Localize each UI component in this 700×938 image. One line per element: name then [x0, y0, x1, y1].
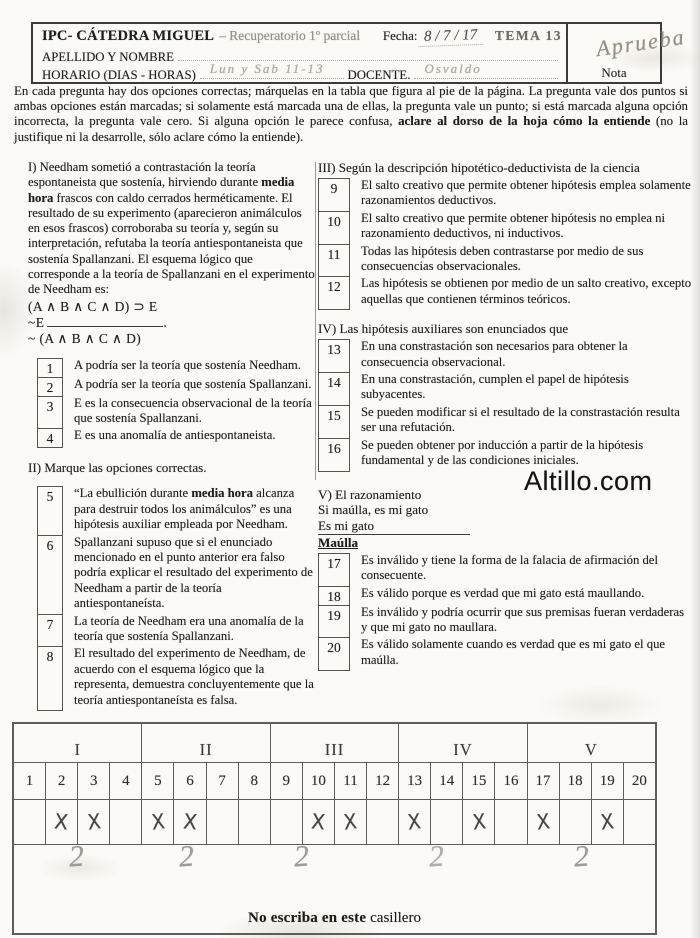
- item-text: En una constrastación son necesarios para obtener la consecuencia observacional.: [361, 339, 628, 369]
- items-17-20: [318, 553, 692, 671]
- inference-line: [47, 315, 163, 327]
- grid-mark-cell-6: [174, 800, 206, 844]
- item-row-2: [37, 377, 315, 397]
- item-number: 20: [318, 637, 350, 671]
- instructions-part1: En cada pregunta hay dos opciones correctas; márquelas en la tabla que figura al pie de la página. La pregunta vale dos puntos si ambas opciones están marcadas; si solamente está marcada una de ellas, la pregunta vale un punto; si está marcada alguna opción incorrecta, la pregunta vale cero. Si alguna opción le parece confusa,: [14, 84, 688, 129]
- item-text: En una constrastación, cumplen el papel de hipótesis subyacentes.: [361, 372, 629, 402]
- item-number: 3: [37, 396, 63, 430]
- grid-number-18: 18: [560, 763, 592, 799]
- instructions-part2: (no la justifique ni la desarrolle, sólo aclare cómo la entiende).: [14, 114, 689, 144]
- item-text: Es inválido y tiene la forma de la falacia de afirmación del consecuente.: [361, 552, 658, 583]
- right-column: [318, 160, 692, 671]
- grid-footer-rest: casillero: [370, 910, 421, 926]
- header-row-title: [42, 28, 562, 46]
- instructions-paragraph: [14, 84, 688, 145]
- grid-group-i: I: [14, 724, 142, 762]
- score-handwritten-ii: 2: [177, 839, 196, 874]
- grid-footer-bold: No escriba en este: [248, 910, 371, 926]
- item-number: 13: [318, 339, 350, 373]
- score-handwritten-i: 2: [67, 839, 86, 874]
- item-row-15: [318, 405, 692, 439]
- item-row-19: [318, 605, 692, 639]
- item-number: 18: [318, 586, 350, 606]
- x-mark: X: [53, 809, 70, 835]
- grid-mark-cell-17: [528, 800, 560, 844]
- item-text: Se pueden modificar si el resultado de la constrastación resulta ser una refutación.: [361, 404, 680, 435]
- item-row-13: [318, 339, 692, 373]
- grid-mark-cell-18: [560, 800, 592, 844]
- schedule-blank-line: [200, 61, 344, 79]
- question-i-bold: media hora: [28, 175, 295, 205]
- item-row-10: [318, 211, 692, 245]
- item-number: 8: [37, 646, 63, 711]
- grid-number-3: 3: [78, 763, 110, 799]
- grid-number-17: 17: [528, 763, 560, 799]
- item-row-8: [37, 646, 315, 711]
- surname-label: APELLIDO Y NOMBRE: [42, 50, 174, 64]
- item-text: La teoría de Needham era una anomalía de la teoría que sostenía Spallanzani.: [74, 613, 304, 644]
- score-handwritten-v: 2: [572, 839, 591, 874]
- items-1-4: [37, 358, 315, 449]
- grid-number-15: 15: [463, 763, 495, 799]
- grid-mark-cell-9: [271, 800, 303, 844]
- item-row-6: [37, 535, 315, 615]
- grid-number-6: 6: [174, 763, 206, 799]
- item-text: E es una anomalía de antiespontaneista.: [74, 428, 276, 443]
- grid-number-19: 19: [592, 763, 624, 799]
- section-v-premise-2-text: Es mi gato: [318, 519, 470, 535]
- item-number: 14: [318, 372, 350, 406]
- exam-type: – Recuperatorio 1º parcial: [219, 28, 361, 43]
- item-text: Spallanzani supuso que si el enunciado mencionado en el punto anterior era falso podría explicar el resultado del experimento de Needham a partir de la teoría antiespontaneísta.: [74, 534, 313, 611]
- date-value-handwritten: 8 / 7 / 17: [417, 27, 483, 47]
- item-row-12: [318, 276, 692, 310]
- exam-header-box: [31, 22, 662, 84]
- instructions-bold: aclare al dorso de la hoja cómo la entiende: [398, 114, 651, 129]
- schedule-label: HORARIO (DIAS - HORAS): [42, 68, 196, 82]
- item-number: 16: [318, 438, 350, 472]
- section-iv-title: IV) Las hipótesis auxiliares son enunciados que: [318, 321, 569, 337]
- item-number: 15: [318, 405, 350, 439]
- column-divider-line: [315, 162, 316, 480]
- item-number: 17: [318, 553, 350, 587]
- item-text: Las hipótesis se obtienen por medio de un salto creativo, excepto aquellas que contienen términos teóricos.: [361, 276, 692, 306]
- grid-mark-cell-13: [399, 800, 431, 844]
- item-number: 12: [318, 276, 350, 310]
- grid-number-20: 20: [631, 772, 647, 789]
- teacher-blank-line: [414, 61, 558, 79]
- x-mark: X: [85, 809, 102, 835]
- grid-mark-cell-12: [367, 800, 399, 844]
- grid-mark-cell-14: [431, 800, 463, 844]
- teacher-label: DOCENTE.: [347, 68, 411, 82]
- grid-mark-cell-4: [110, 800, 142, 844]
- grid-mark-cell-11: [335, 800, 367, 844]
- item-text: Todas las hipótesis deben contrastarse por medio de sus consecuencias observacionales.: [361, 243, 644, 274]
- grid-mark-row: [14, 799, 655, 845]
- item-row-5: [37, 486, 315, 535]
- x-mark: X: [150, 809, 166, 835]
- grid-group-ii: II: [142, 724, 270, 762]
- grid-number-7: 7: [207, 763, 239, 799]
- x-mark: X: [599, 809, 616, 835]
- x-mark: X: [182, 809, 198, 835]
- teacher-handwritten: Osvaldo: [424, 61, 482, 76]
- grid-footer: [14, 910, 655, 927]
- grid-number-2: 2: [46, 763, 78, 799]
- item-number: 2: [37, 377, 63, 397]
- grid-number-5: 5: [142, 763, 174, 799]
- schema-line-3: ~ (A ∧ B ∧ C ∧ D): [28, 331, 142, 347]
- header-row-schedule: [42, 61, 562, 83]
- item-number: 1: [37, 358, 63, 378]
- grade-label: Nota: [601, 65, 627, 80]
- section-iii-title: III) Según la descripción hipotético-deductivista de la ciencia: [318, 160, 640, 175]
- schema-line-2-text: ~E: [28, 314, 45, 330]
- item-text: Es inválido y podría ocurrir que sus premisas fueran verdaderas y que mi gato no maullara.: [361, 604, 685, 634]
- altillo-watermark: Altillo.com: [524, 466, 653, 496]
- items-5-8: [37, 486, 315, 711]
- section-v-premise-2: [318, 519, 692, 535]
- schema-line-1: (A ∧ B ∧ C ∧ D) ⊃ E: [28, 298, 158, 314]
- grid-number-row: [14, 762, 655, 799]
- item-row-20: [318, 637, 692, 671]
- x-mark: X: [535, 809, 551, 835]
- item-row-9: [318, 178, 692, 212]
- grid-number-14: 14: [431, 763, 463, 799]
- item-text: Es válido solamente cuando es verdad que es mi gato el que maúlla.: [361, 637, 666, 667]
- item-row-1: [37, 358, 315, 378]
- item-row-7: [37, 614, 315, 648]
- items-9-12: [318, 178, 692, 310]
- grid-number-16: 16: [495, 763, 527, 799]
- item-5-part1: “La ebullición durante: [74, 486, 192, 501]
- surname-blank-line: [178, 46, 558, 61]
- left-column: [28, 160, 315, 711]
- grade-annotation-handwritten: Aprueba: [594, 23, 687, 62]
- grid-number-9: 9: [271, 763, 303, 799]
- item-text: El resultado del experimento de Needham, de acuerdo con el esquema lógico que la representa, demuestra concluyentemente que la teoría antiespontaneísta es falsa.: [74, 646, 314, 707]
- item-text: El salto creativo que permite obtener hipótesis emplea solamente razonamientos deductivos.: [361, 178, 691, 208]
- grid-number-1: 1: [14, 763, 46, 799]
- item-number: 11: [318, 244, 350, 278]
- grid-mark-cell-8: [239, 800, 271, 844]
- score-handwritten-iii: 2: [292, 839, 311, 874]
- schema-line-2-dot: .: [163, 314, 168, 330]
- item-row-3: [37, 396, 315, 430]
- x-mark: X: [310, 809, 327, 835]
- grid-number-12: 12: [367, 763, 399, 799]
- item-number: 4: [37, 428, 63, 448]
- grid-mark-cell-1: [14, 800, 46, 844]
- section-v-title: V) El razonamiento: [318, 486, 422, 502]
- item-row-11: [318, 244, 692, 278]
- tema-label: TEMA 13: [494, 28, 562, 43]
- schedule-handwritten: Lun y Sab 11-13: [209, 61, 325, 76]
- section-ii-title: II) Marque las opciones correctas.: [28, 460, 207, 476]
- question-i-part1: I) Needham sometió a contrastación la teoría espontaneista que sostenía, hirviendo durante: [28, 160, 262, 190]
- item-row-17: [318, 553, 692, 587]
- logic-schema: [28, 299, 315, 348]
- grid-number-10: 10: [303, 763, 335, 799]
- item-text: E es la consecuencia observacional de la teoría que sostenía Spallanzani.: [74, 395, 312, 425]
- grid-mark-cell-2: [46, 800, 78, 844]
- grid-group-iv: IV: [399, 724, 527, 762]
- course-title: IPC- CÁTEDRA MIGUEL: [42, 28, 215, 44]
- item-row-4: [37, 428, 315, 448]
- grid-mark-cell-20: [624, 800, 655, 844]
- score-handwritten-iv: 2: [427, 839, 446, 874]
- item-number: 6: [37, 535, 63, 615]
- x-mark: X: [406, 809, 423, 835]
- item-number: 10: [318, 211, 350, 245]
- grid-number-8: 8: [239, 763, 271, 799]
- grid-mark-cell-3: [78, 800, 110, 844]
- item-text: El salto creativo que permite obtener hipótesis no emplea ni razonamiento deductivos, ni inductivos.: [361, 210, 666, 241]
- grid-number-13: 13: [399, 763, 431, 799]
- item-number: 5: [37, 486, 63, 535]
- grid-mark-cell-5: [142, 800, 174, 844]
- x-mark: X: [342, 809, 359, 835]
- item-text: A podría ser la teoría que sostenía Spallanzani.: [74, 376, 312, 391]
- item-5-bold: media hora: [191, 486, 253, 501]
- item-number: 19: [318, 605, 350, 639]
- item-row-18: [318, 586, 692, 606]
- grid-number-4: 4: [110, 763, 142, 799]
- section-v-conclusion: Maúlla: [318, 534, 359, 550]
- grid-mark-cell-7: [207, 800, 239, 844]
- grid-mark-cell-16: [495, 800, 527, 844]
- schema-line-2: [28, 315, 315, 331]
- grid-mark-cell-19: [592, 800, 624, 844]
- x-mark: X: [471, 809, 487, 835]
- date-label: Fecha:: [382, 28, 418, 43]
- grid-mark-cell-10: [303, 800, 335, 844]
- item-number: 9: [318, 178, 350, 212]
- grid-group-iii: III: [271, 724, 399, 762]
- grid-mark-cell-15: [463, 800, 495, 844]
- grid-group-v: V: [584, 740, 598, 759]
- question-i-part2: frascos con caldo cerrados herméticamente. El resultado de su experimento (aparecieron animálculos en esos frascos) corroboraba su teoría y, según su interpretación, refutaba la teoría antiespontaneista que sostenía Spallanzani. El esquema lógico que corresponde a la teoría de Spallanzani en el experimento de Needham es:: [28, 190, 315, 297]
- answer-grid-box: [12, 722, 657, 935]
- grid-group-row: [14, 724, 655, 762]
- item-text: [63, 486, 315, 535]
- question-i-text: [28, 160, 315, 298]
- section-v-premise-1: Si maúlla, es mi gato: [318, 502, 429, 518]
- items-13-16: [318, 339, 692, 471]
- item-text: Se pueden obtener por inducción a partir de la hipótesis fundamental y de las condiciones iniciales.: [361, 437, 644, 468]
- item-5-part2: alcanza para destruir todos los animálculos” es una hipótesis auxiliar empleada por Needham.: [74, 486, 295, 532]
- item-row-14: [318, 372, 692, 406]
- item-text: Es válido porque es verdad que mi gato está maullando.: [361, 585, 645, 600]
- grid-number-11: 11: [335, 763, 367, 799]
- item-number: 7: [37, 614, 63, 648]
- item-text: A podría ser la teoría que sostenía Needham.: [74, 357, 301, 372]
